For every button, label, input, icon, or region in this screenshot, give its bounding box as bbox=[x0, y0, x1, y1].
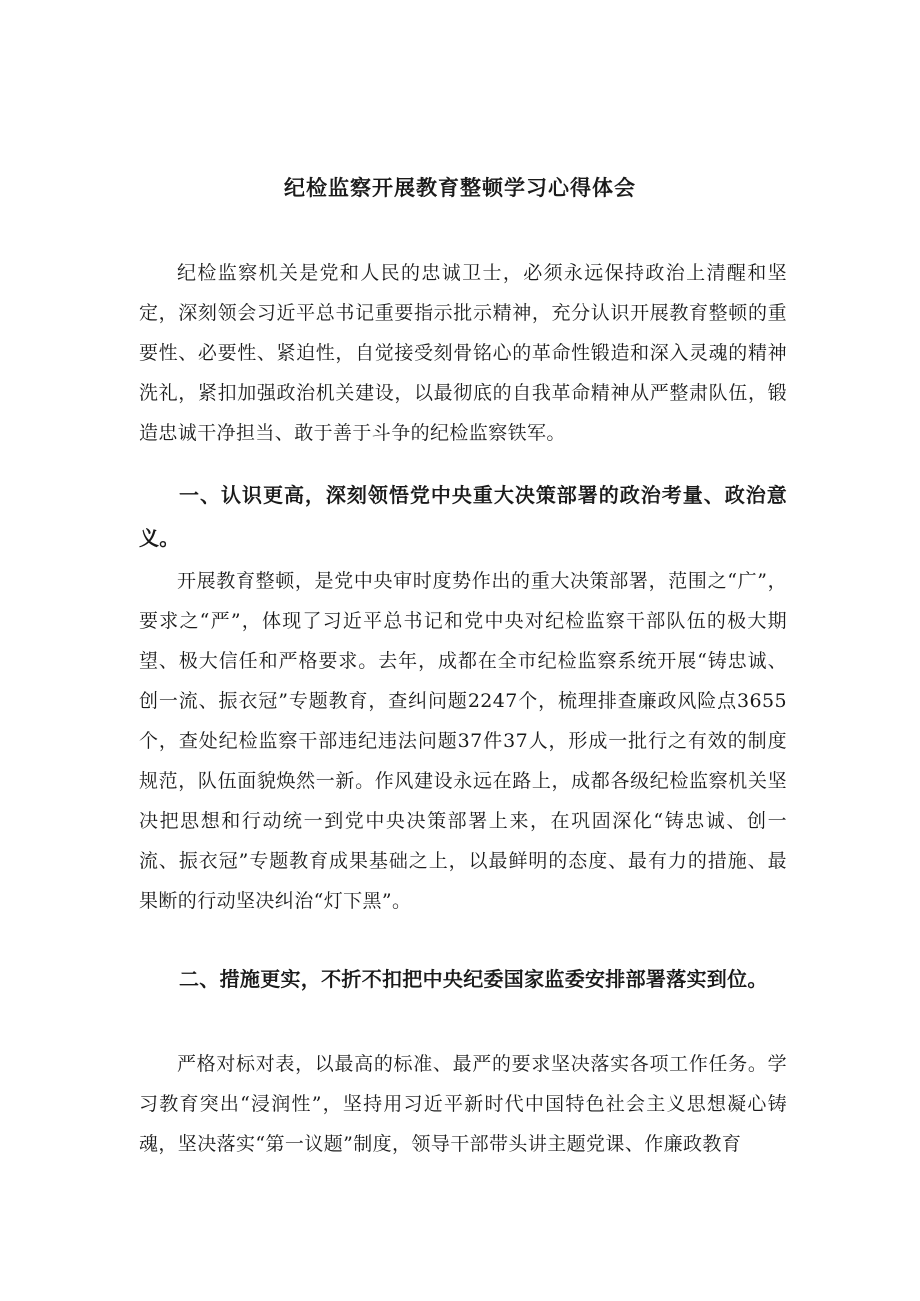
intro-paragraph: 纪检监察机关是党和人民的忠诚卫士，必须永远保持政治上清醒和坚定，深刻领会习近平总书记重要指示批示精神，充分认识开展教育整顿的重要性、必要性、紧迫性，自觉接受刻骨铭心的革命性锻造和深入灵魂的精神洗礼，紧扣加强政治机关建设，以最彻底的自我革命精神从严整肃队伍，锻造忠诚干净担当、敢于善于斗争的纪检监察铁军。 bbox=[139, 262, 787, 444]
section-heading-2: 二、措施更实，不折不扣把中央纪委国家监委安排部署落实到位。 bbox=[179, 967, 768, 991]
section-paragraph-1: 开展教育整顿，是党中央审时度势作出的重大决策部署，范围之“广”，要求之“严”，体现了习近平总书记和党中央对纪检监察干部队伍的极大期望、极大信任和严格要求。去年，成都在全市纪检监察系统开展“铸忠诚、创一流、振衣冠”专题教育，查纠问题2247个，梳理排查廉政风险点3655个，查处纪检监察干部违纪违法问题37件37人，形成一批行之有效的制度规范，队伍面貌焕然一新。作风建设永远在路上，成都各级纪检监察机关坚决把思想和行动统一到党中央决策部署上来，在巩固深化“铸忠诚、创一流、振衣冠”专题教育成果基础之上，以最鲜明的态度、最有力的措施、最果断的行动坚决纠治“灯下黑”。 bbox=[139, 570, 787, 912]
section-heading-1: 一、认识更高，深刻领悟党中央重大决策部署的政治考量、政治意义。 bbox=[139, 483, 787, 550]
section-paragraph-2: 严格对标对表，以最高的标准、最严的要求坚决落实各项工作任务。学习教育突出“浸润性”，坚持用习近平新时代中国特色社会主义思想凝心铸魂，坚决落实“第一议题”制度，领导干部带头讲主题党课、作廉政教育 bbox=[139, 1053, 787, 1155]
document-title: 纪检监察开展教育整顿学习心得体会 bbox=[284, 176, 636, 200]
